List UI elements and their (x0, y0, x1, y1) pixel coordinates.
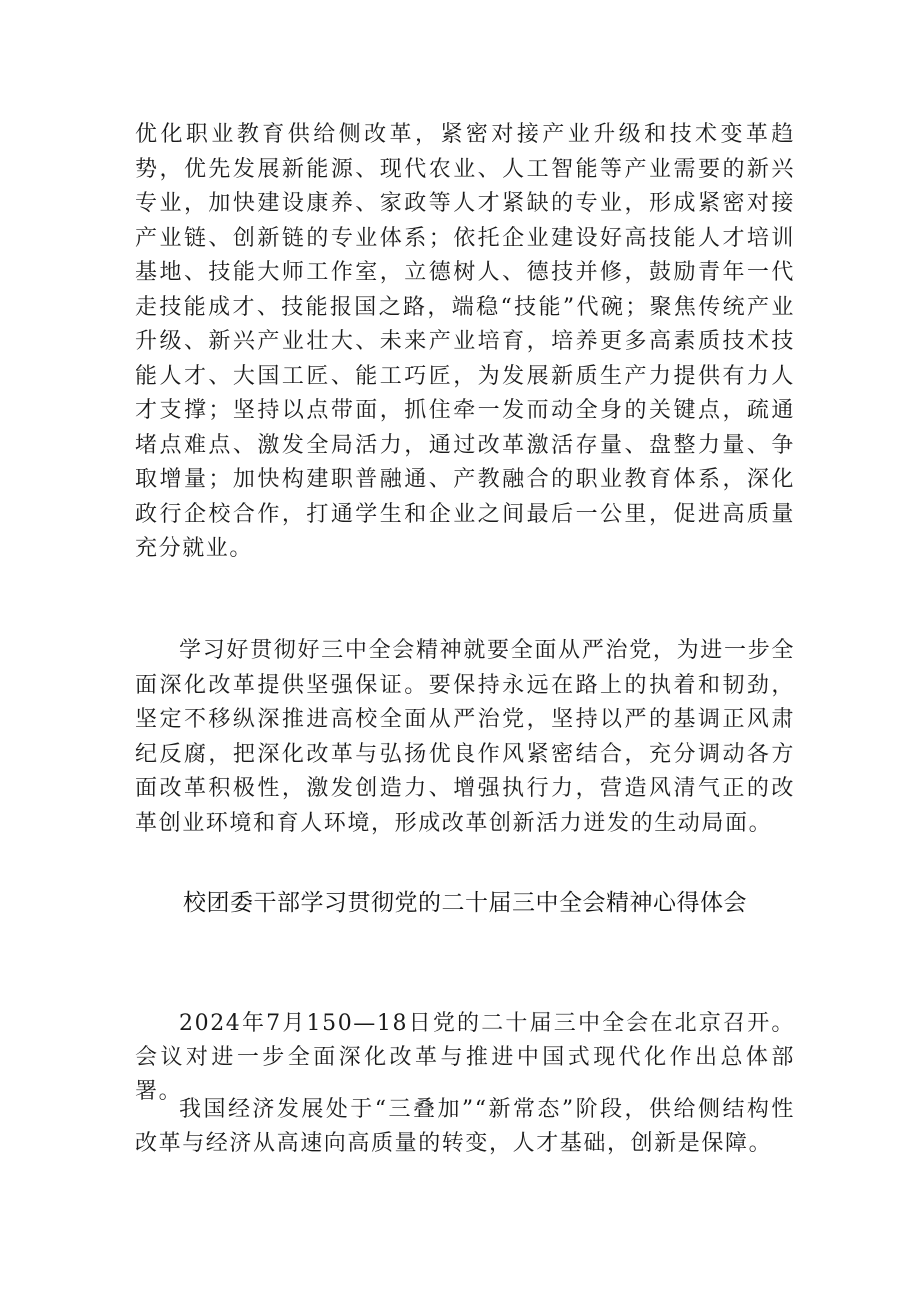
body-paragraph: 优化职业教育供给侧改革，紧密对接产业升级和技术变革趋势，优先发展新能源、现代农业、人工智能等产业需要的新兴专业，加快建设康养、家政等人才紧缺的专业，形成紧密对接产业链、创新链的专业体系；依托企业建设好高技能人才培训基地、技能大师工作室，立德树人、德技并修，鼓励青年一代走技能成才、技能报国之路，端稳“技能”代碗；聚焦传统产业升级、新兴产业壮大、未来产业培育，培养更多高素质技术技能人才、大国工匠、能工巧匠，为发展新质生产力提供有力人才支撑；坚持以点带面，抓住牵一发而动全身的关键点，疏通堵点难点、激发全局活力，通过改革激活存量、盘整力量、争取增量；加快构建职普融通、产教融合的职业教育体系，深化政行企校合作，打通学生和企业之间最后一公里，促进高质量充分就业。 (135, 122, 795, 561)
body-paragraph: 我国经济发展处于“三叠加”“新常态”阶段，供给侧结构性改革与经济从高速向高质量的转变，人才基础，创新是保障。 (135, 1097, 795, 1156)
body-paragraph: 2024年7月150—18日党的二十届三中全会在北京召开。会议对进一步全面深化改革与推进中国式现代化作出总体部署。 (135, 1011, 795, 1104)
body-paragraph: 学习好贯彻好三中全会精神就要全面从严治党，为进一步全面深化改革提供坚强保证。要保持永远在路上的执着和韧劲，坚定不移纵深推进高校全面从严治党，坚持以严的基调正风肃纪反腐，把深化改革与弘扬优良作风紧密结合，充分调动各方面改革积极性，激发创造力、增强执行力，营造风清气正的改革创业环境和育人环境，形成改革创新活力迸发的生动局面。 (135, 638, 795, 836)
section-heading: 校团委干部学习贯彻党的二十届三中全会精神心得体会 (183, 890, 747, 916)
